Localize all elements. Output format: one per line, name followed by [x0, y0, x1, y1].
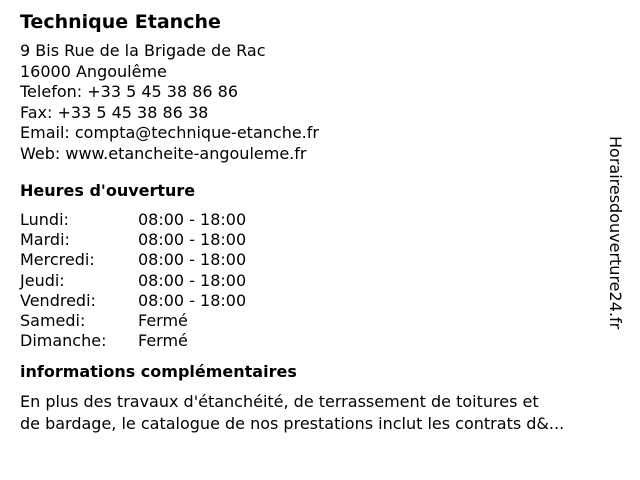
hours-row: [20, 311, 610, 331]
hours-row: [20, 331, 610, 351]
source-credit: Horairesdouverture24.fr: [606, 136, 625, 330]
day-label: Dimanche:: [20, 331, 107, 351]
hours-row: [20, 230, 610, 250]
info-heading: informations complémentaires: [20, 362, 297, 382]
contact-block: [20, 41, 610, 164]
day-label: Mercredi:: [20, 250, 95, 270]
city-address: 16000 Angoulême: [20, 61, 167, 81]
day-hours: 08:00 - 18:00: [138, 230, 247, 250]
info-description: [20, 391, 616, 434]
day-label: Lundi:: [20, 210, 69, 229]
hours-heading: Heures d'ouverture: [20, 181, 196, 200]
day-hours: 08:00 - 18:00: [138, 210, 247, 229]
opening-hours-table: [20, 210, 610, 351]
day-hours: Fermé: [138, 311, 188, 331]
hours-row: [20, 210, 610, 230]
day-label: Samedi:: [20, 311, 86, 331]
hours-row: [20, 250, 610, 270]
business-name: Technique Etanche: [20, 11, 221, 33]
day-hours: 08:00 - 18:00: [138, 250, 247, 270]
info-line: de bardage, le catalogue de nos prestations inclut les contrats d&...: [20, 413, 565, 433]
email-address: Email: compta@technique-etanche.fr: [20, 123, 319, 142]
day-hours: 08:00 - 18:00: [138, 290, 247, 310]
day-label: Mardi:: [20, 230, 70, 250]
info-line: En plus des travaux d'étanchéité, de terrassement de toitures et: [20, 392, 539, 412]
fax-number: Fax: +33 5 45 38 86 38: [20, 102, 209, 122]
day-label: Jeudi:: [20, 270, 65, 290]
day-hours: Fermé: [138, 331, 188, 351]
hours-row: [20, 271, 610, 291]
phone-number: Telefon: +33 5 45 38 86 86: [20, 82, 239, 101]
day-label: Vendredi:: [20, 290, 96, 310]
website: Web: www.etancheite-angouleme.fr: [20, 143, 307, 163]
day-hours: 08:00 - 18:00: [138, 270, 247, 290]
street-address: 9 Bis Rue de la Brigade de Rac: [20, 41, 266, 60]
business-card: [20, 10, 610, 434]
hours-row: [20, 291, 610, 311]
